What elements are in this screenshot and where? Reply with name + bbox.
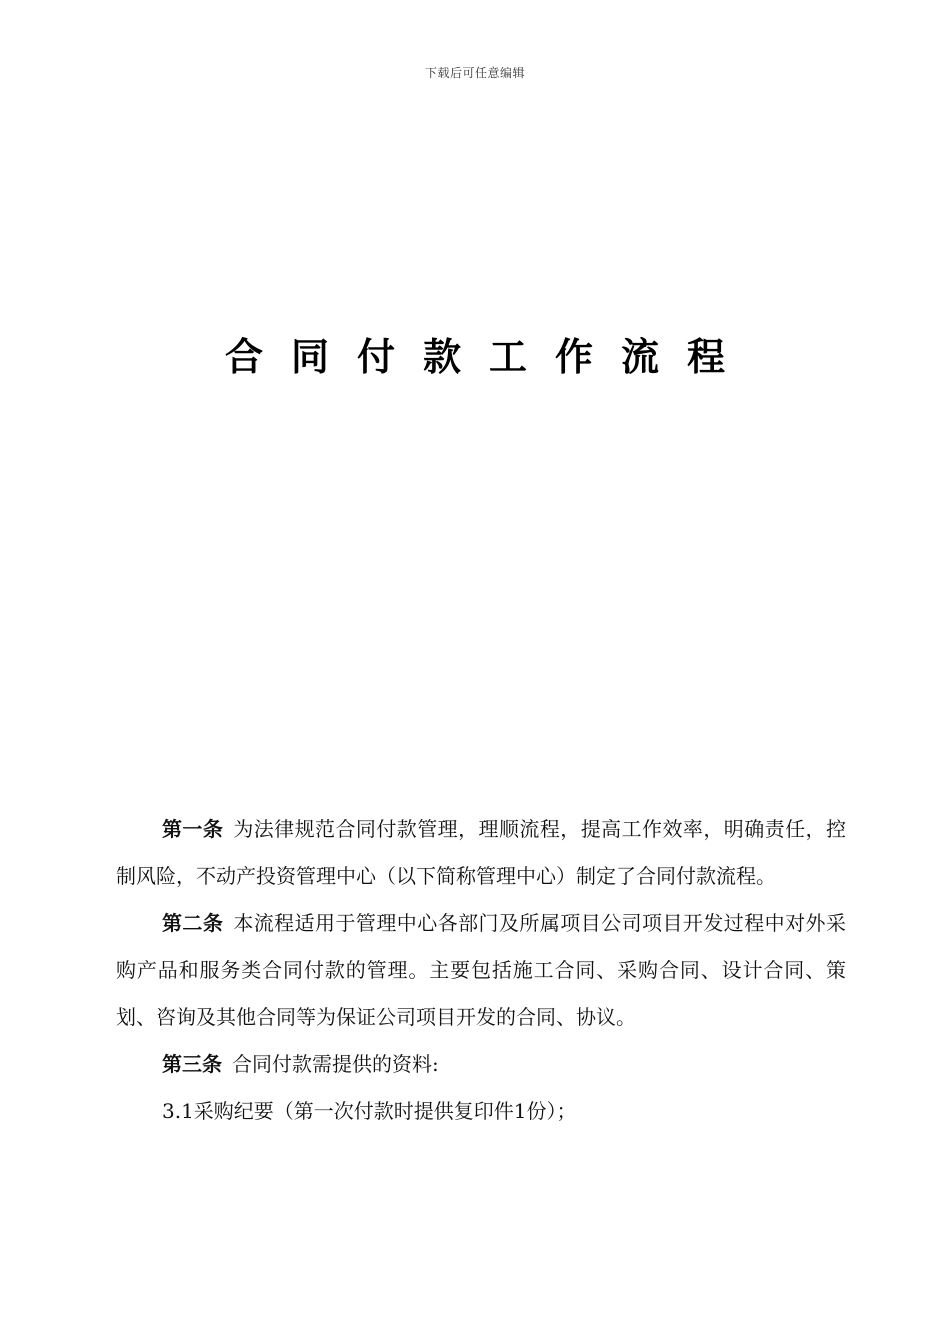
- article-2-label: 第二条: [162, 911, 224, 935]
- article-3-label: 第三条: [162, 1052, 222, 1076]
- article-3-text: 合同付款需提供的资料:: [232, 1052, 439, 1076]
- article-1-text: 为法律规范合同付款管理，理顺流程，提高工作效率，明确责任，控制风险，不动产投资管理中心（以下简称管理中心）制定了合同付款流程。: [116, 817, 846, 888]
- article-2-text: 本流程适用于管理中心各部门及所属项目公司项目开发过程中对外采购产品和服务类合同付款的管理。主要包括施工合同、采购合同、设计合同、策划、咨询及其他合同等为保证公司项目开发的合同、协议。: [116, 911, 846, 1029]
- document-title: 合同付款工作流程: [224, 334, 753, 379]
- document-body: [116, 806, 846, 1135]
- article-3: [116, 1041, 846, 1088]
- article-2: [116, 900, 846, 1041]
- article-1-label: 第一条: [162, 817, 224, 841]
- list-item: 3.1采购纪要（第一次付款时提供复印件1份）；: [162, 1099, 577, 1123]
- page-header-note: 下载后可任意编辑: [424, 66, 525, 80]
- article-1: [116, 806, 846, 900]
